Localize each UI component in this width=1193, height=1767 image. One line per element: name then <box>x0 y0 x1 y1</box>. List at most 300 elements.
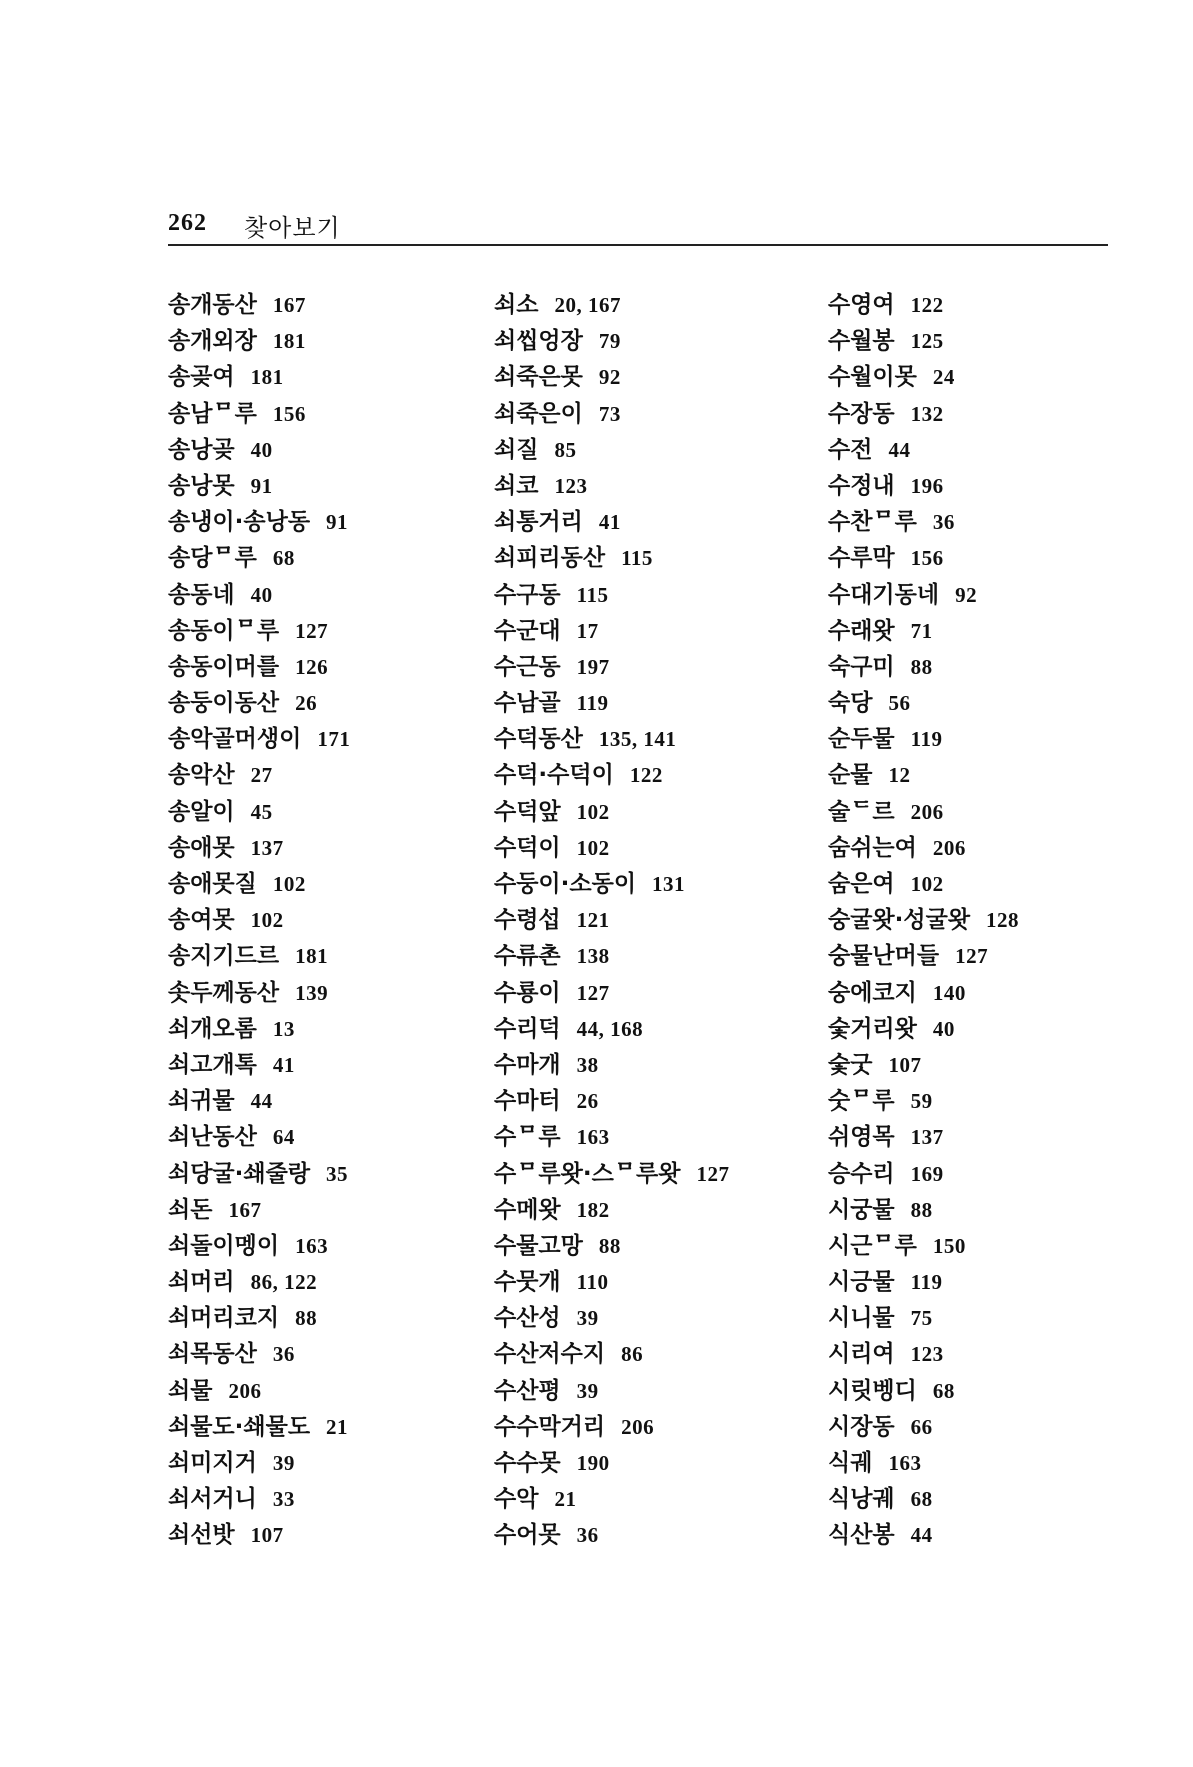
index-page-refs: 27 <box>250 763 273 788</box>
index-term: 수산저수지 <box>494 1341 606 1368</box>
index-entry <box>494 1156 834 1192</box>
page-number: 262 <box>168 210 207 236</box>
index-page-refs: 56 <box>888 691 911 716</box>
index-entry <box>168 1192 508 1228</box>
index-entry <box>168 721 508 757</box>
index-page-refs: 206 <box>910 799 944 824</box>
index-term: 수영여 <box>828 292 895 318</box>
index-entry <box>494 577 834 613</box>
index-term: 숯굿 <box>828 1051 873 1078</box>
index-term: 송악산 <box>168 762 235 789</box>
header-rule <box>168 244 1108 246</box>
index-entry <box>168 287 508 323</box>
index-term: 수덕이 <box>494 834 561 861</box>
index-term: 쇠죽은못 <box>494 364 583 391</box>
index-entry <box>828 1336 1168 1372</box>
index-term: 수어못 <box>494 1522 561 1549</box>
index-page-refs: 44 <box>250 1089 273 1114</box>
index-term: 송개동산 <box>168 292 257 318</box>
index-page-refs: 40 <box>250 582 273 607</box>
index-term: 수산성 <box>494 1305 561 1332</box>
index-term: 수류촌 <box>494 943 561 970</box>
index-entry <box>494 1228 834 1264</box>
index-term: 식낭궤 <box>828 1486 895 1513</box>
index-entry <box>494 938 834 974</box>
index-term: 송낭못 <box>168 472 235 499</box>
index-page-refs: 206 <box>228 1378 262 1403</box>
index-page-refs: 102 <box>250 908 284 933</box>
index-page-refs: 163 <box>888 1451 922 1475</box>
index-entry <box>494 1047 834 1083</box>
index-entry <box>168 1517 508 1553</box>
index-entry <box>494 1300 834 1336</box>
index-term: 숭에코지 <box>828 979 917 1006</box>
index-entry <box>828 1481 1168 1517</box>
index-term: 쇠코 <box>494 472 539 499</box>
index-entry <box>828 432 1168 468</box>
index-entry <box>494 866 834 902</box>
index-entry <box>494 685 834 721</box>
index-page-refs: 128 <box>986 908 1020 933</box>
index-entry <box>828 1445 1168 1481</box>
index-page-refs: 44 <box>910 1523 933 1548</box>
index-entry <box>828 396 1168 432</box>
index-term: 송지기드르 <box>168 943 280 970</box>
index-page-refs: 68 <box>272 546 295 571</box>
index-page-refs: 123 <box>910 1342 944 1367</box>
index-page-refs: 41 <box>272 1052 295 1077</box>
index-term: 수룡이 <box>494 979 561 1006</box>
index-page-refs: 197 <box>576 654 610 679</box>
index-entry <box>494 794 834 830</box>
index-entry <box>828 577 1168 613</box>
index-term: 순두물 <box>828 726 895 753</box>
index-entry <box>494 613 834 649</box>
index-entry <box>168 1481 508 1517</box>
index-term: 쇠머리 <box>168 1269 235 1296</box>
index-entry <box>168 649 508 685</box>
index-term: 쇠소 <box>494 292 539 318</box>
index-term: 수마터 <box>494 1088 561 1115</box>
index-page-refs: 91 <box>326 510 349 535</box>
index-page-refs: 135, 141 <box>598 727 677 752</box>
index-entry <box>828 649 1168 685</box>
index-entry <box>494 1409 834 1445</box>
index-entry <box>828 830 1168 866</box>
index-term: 쇠머리코지 <box>168 1305 280 1332</box>
index-term: 수수못 <box>494 1450 561 1476</box>
index-page-refs: 122 <box>629 763 663 788</box>
index-term: 송곶여 <box>168 364 235 391</box>
index-page-refs: 156 <box>272 401 306 426</box>
index-term: 쇠통거리 <box>494 509 583 536</box>
index-column-3 <box>828 287 1168 1554</box>
index-page-refs: 92 <box>598 365 621 390</box>
index-page-refs: 206 <box>932 835 966 860</box>
index-page-refs: 102 <box>272 872 306 896</box>
index-entry <box>828 359 1168 395</box>
index-term: 수령섭 <box>494 907 561 934</box>
index-entry <box>828 1517 1168 1553</box>
index-page-refs: 156 <box>910 546 944 571</box>
index-term: 시긍물 <box>828 1269 895 1296</box>
index-page-refs: 181 <box>250 365 284 390</box>
index-term: 솟두께동산 <box>168 979 280 1006</box>
index-page-refs: 68 <box>910 1487 933 1512</box>
index-term: 송여못 <box>168 907 235 934</box>
index-term: 수ᄆ루왓·스ᄆ루왓 <box>494 1160 681 1187</box>
index-entry <box>494 1083 834 1119</box>
index-term: 쇠질 <box>494 436 539 463</box>
index-page-refs: 88 <box>910 654 933 679</box>
index-term: 수메왓 <box>494 1196 561 1223</box>
index-term: 쇠물도·쇄물도 <box>168 1413 311 1440</box>
index-page-refs: 12 <box>888 763 911 788</box>
index-term: 수월봉 <box>828 328 895 355</box>
index-page-refs: 36 <box>932 510 955 535</box>
index-page-refs: 127 <box>696 1161 730 1186</box>
index-entry <box>828 757 1168 793</box>
index-entry <box>494 1011 834 1047</box>
index-page-refs: 122 <box>910 293 944 317</box>
index-term: 송낭곶 <box>168 436 235 463</box>
index-entry <box>494 432 834 468</box>
index-page-refs: 102 <box>576 835 610 860</box>
index-term: 시근ᄆ루 <box>828 1232 917 1259</box>
index-entry <box>168 1336 508 1372</box>
index-term: 수월이못 <box>828 364 917 391</box>
index-entry <box>494 649 834 685</box>
index-entry <box>828 1264 1168 1300</box>
index-page-refs: 181 <box>295 944 329 969</box>
index-term: 시리여 <box>828 1341 895 1368</box>
index-term: 수정내 <box>828 472 895 499</box>
index-term: 송악골머생이 <box>168 726 302 753</box>
index-term: 수악 <box>494 1486 539 1513</box>
index-term: 숭굴왓·성굴왓 <box>828 907 971 934</box>
index-term: 수남골 <box>494 690 561 717</box>
index-page-refs: 36 <box>576 1523 599 1548</box>
index-term: 시니물 <box>828 1305 895 1332</box>
index-term: 숙구미 <box>828 653 895 680</box>
index-term: 수구동 <box>494 581 561 608</box>
index-page-refs: 125 <box>910 329 944 354</box>
index-term: 송알이 <box>168 798 235 825</box>
index-page-refs: 35 <box>326 1161 349 1186</box>
index-term: 수전 <box>828 436 873 463</box>
index-term: 쇠죽은이 <box>494 400 583 427</box>
index-entry <box>168 1011 508 1047</box>
index-page-refs: 88 <box>295 1306 318 1331</box>
index-page-refs: 206 <box>621 1414 655 1439</box>
index-entry <box>168 1373 508 1409</box>
index-entry <box>168 757 508 793</box>
index-entry <box>168 359 508 395</box>
index-term: 송동네 <box>168 581 235 608</box>
index-entry <box>494 468 834 504</box>
index-entry <box>828 866 1168 902</box>
index-page-refs: 163 <box>295 1233 329 1258</box>
index-page-refs: 102 <box>576 799 610 824</box>
index-entry <box>494 1373 834 1409</box>
index-entry <box>168 323 508 359</box>
index-term: 쉬영목 <box>828 1124 895 1151</box>
index-page-refs: 131 <box>652 872 686 896</box>
index-page-refs: 38 <box>576 1052 599 1077</box>
index-page-refs: 88 <box>910 1197 933 1222</box>
index-entry <box>494 323 834 359</box>
index-term: 수ᄆ루 <box>494 1124 561 1151</box>
index-page-refs: 126 <box>295 654 329 679</box>
index-entry <box>168 432 508 468</box>
index-entry <box>168 902 508 938</box>
index-term: 숨쉬는여 <box>828 834 917 861</box>
index-page-refs: 36 <box>272 1342 295 1367</box>
index-term: 수군대 <box>494 617 561 644</box>
index-page-refs: 33 <box>272 1487 295 1512</box>
index-page-refs: 127 <box>295 618 329 643</box>
index-page-refs: 181 <box>272 329 306 354</box>
index-entry <box>168 975 508 1011</box>
index-page-refs: 71 <box>910 618 933 643</box>
index-entry <box>168 1156 508 1192</box>
index-page-refs: 13 <box>272 1016 295 1041</box>
index-page-refs: 127 <box>955 944 989 969</box>
index-page-refs: 39 <box>576 1378 599 1403</box>
index-entry <box>494 1517 834 1553</box>
index-term: 수뭇개 <box>494 1269 561 1296</box>
index-page-refs: 167 <box>272 293 306 317</box>
index-page-refs: 150 <box>932 1233 966 1258</box>
index-page-refs: 110 <box>576 1270 609 1295</box>
index-page-refs: 21 <box>326 1414 349 1439</box>
index-term: 시장동 <box>828 1413 895 1440</box>
index-entry <box>494 721 834 757</box>
index-entry <box>168 468 508 504</box>
index-entry <box>828 1156 1168 1192</box>
index-term: 쇠피리동산 <box>494 545 606 572</box>
index-entry <box>828 1300 1168 1336</box>
index-term: 수덕·수덕이 <box>494 762 614 789</box>
index-entry <box>828 1047 1168 1083</box>
index-term: 수루막 <box>828 545 895 572</box>
index-entry <box>494 396 834 432</box>
index-entry <box>168 866 508 902</box>
index-term: 수수막거리 <box>494 1413 606 1440</box>
index-page-refs: 102 <box>910 872 944 896</box>
index-page-refs: 39 <box>576 1306 599 1331</box>
index-page-refs: 115 <box>621 546 653 571</box>
index-entry <box>168 1083 508 1119</box>
index-page-refs: 75 <box>910 1306 933 1331</box>
index-entry <box>168 685 508 721</box>
index-page-refs: 127 <box>576 980 610 1005</box>
index-page-refs: 190 <box>576 1451 610 1475</box>
index-term: 송냉이·송낭동 <box>168 509 311 536</box>
index-page-refs: 140 <box>932 980 966 1005</box>
index-term: 쇠당굴·쇄줄랑 <box>168 1160 311 1187</box>
index-entry <box>168 1047 508 1083</box>
index-term: 수둥이·소동이 <box>494 871 637 897</box>
index-page-refs: 196 <box>910 473 944 498</box>
index-term: 수덕앞 <box>494 798 561 825</box>
index-term: 수래왓 <box>828 617 895 644</box>
index-term: 송둥이동산 <box>168 690 280 717</box>
index-entry <box>828 287 1168 323</box>
index-term: 쇠귀물 <box>168 1088 235 1115</box>
index-page-refs: 123 <box>554 473 588 498</box>
index-term: 송개외장 <box>168 328 257 355</box>
index-page-refs: 139 <box>295 980 329 1005</box>
index-term: 쇠씹엉장 <box>494 328 583 355</box>
index-entry <box>494 757 834 793</box>
index-page-refs: 68 <box>932 1378 955 1403</box>
index-entry <box>828 685 1168 721</box>
index-entry <box>828 1083 1168 1119</box>
index-term: 수리덕 <box>494 1015 561 1042</box>
index-entry <box>494 1481 834 1517</box>
index-page-refs: 41 <box>598 510 621 535</box>
index-term: 수근동 <box>494 653 561 680</box>
index-term: 시궁물 <box>828 1196 895 1223</box>
index-entry <box>168 577 508 613</box>
index-term: 송애못질 <box>168 871 257 897</box>
index-page-refs: 44, 168 <box>576 1016 644 1041</box>
index-entry <box>828 468 1168 504</box>
index-entry <box>494 830 834 866</box>
index-entry <box>168 504 508 540</box>
index-entry <box>828 1373 1168 1409</box>
index-page-refs: 119 <box>576 691 609 716</box>
running-title: 찾아보기 <box>244 214 341 242</box>
index-column-1 <box>168 287 508 1554</box>
index-entry <box>828 1119 1168 1155</box>
index-term: 쇠목동산 <box>168 1341 257 1368</box>
index-page-refs: 17 <box>576 618 599 643</box>
index-page-refs: 66 <box>910 1414 933 1439</box>
index-page-refs: 45 <box>250 799 273 824</box>
index-term: 순물 <box>828 762 873 789</box>
index-entry <box>494 1264 834 1300</box>
index-page-refs: 107 <box>250 1523 284 1548</box>
index-entry <box>494 975 834 1011</box>
index-page-refs: 119 <box>910 727 943 752</box>
index-page-refs: 24 <box>932 365 955 390</box>
index-page-refs: 137 <box>910 1125 944 1150</box>
index-entry <box>828 1409 1168 1445</box>
index-term: 송동이ᄆ루 <box>168 617 280 644</box>
index-page-refs: 73 <box>598 401 621 426</box>
index-entry <box>494 902 834 938</box>
index-page-refs: 26 <box>295 691 318 716</box>
index-entry <box>168 613 508 649</box>
index-term: 쇠난동산 <box>168 1124 257 1151</box>
index-entry <box>168 1264 508 1300</box>
index-page-refs: 163 <box>576 1125 610 1150</box>
index-page-refs: 169 <box>910 1161 944 1186</box>
index-page-refs: 171 <box>317 727 351 752</box>
index-page-refs: 88 <box>598 1233 621 1258</box>
index-term: 송동이머를 <box>168 653 280 680</box>
index-entry <box>494 1336 834 1372</box>
index-entry <box>828 613 1168 649</box>
index-term: 수산평 <box>494 1377 561 1404</box>
index-entry <box>168 794 508 830</box>
index-entry <box>828 323 1168 359</box>
index-term: 송당ᄆ루 <box>168 545 257 572</box>
index-entry <box>494 287 834 323</box>
index-term: 수덕동산 <box>494 726 583 753</box>
index-entry <box>168 1409 508 1445</box>
index-page-refs: 86 <box>621 1342 644 1367</box>
index-entry <box>828 975 1168 1011</box>
index-term: 식궤 <box>828 1450 873 1476</box>
index-term: 시릿벵디 <box>828 1377 917 1404</box>
index-page-refs: 91 <box>250 473 273 498</box>
index-page-refs: 107 <box>888 1052 922 1077</box>
index-term: 수장동 <box>828 400 895 427</box>
index-entry <box>494 359 834 395</box>
index-entry <box>828 1228 1168 1264</box>
index-term: 수찬ᄆ루 <box>828 509 917 536</box>
index-entry <box>494 1192 834 1228</box>
index-term: 승수리 <box>828 1160 895 1187</box>
index-page-refs: 138 <box>576 944 610 969</box>
index-entry <box>168 1445 508 1481</box>
index-page-refs: 59 <box>910 1089 933 1114</box>
index-entry <box>168 1119 508 1155</box>
index-term: 식산봉 <box>828 1522 895 1549</box>
index-term: 숯거리왓 <box>828 1015 917 1042</box>
index-term: 숨은여 <box>828 871 895 897</box>
index-entry <box>828 721 1168 757</box>
index-entry <box>494 1445 834 1481</box>
index-entry <box>828 938 1168 974</box>
index-page-refs: 26 <box>576 1089 599 1114</box>
index-entry <box>828 902 1168 938</box>
index-entry <box>828 504 1168 540</box>
index-entry <box>828 1192 1168 1228</box>
index-term: 수마개 <box>494 1051 561 1078</box>
index-term: 숙당 <box>828 690 873 717</box>
index-column-2 <box>494 287 834 1554</box>
index-entry <box>494 504 834 540</box>
index-entry <box>494 540 834 576</box>
index-page-refs: 85 <box>554 437 577 462</box>
index-term: 송남ᄆ루 <box>168 400 257 427</box>
index-page-refs: 64 <box>272 1125 295 1150</box>
index-entry <box>168 1228 508 1264</box>
index-page-refs: 167 <box>228 1197 262 1222</box>
index-term: 쇠서거니 <box>168 1486 257 1513</box>
index-term: 쇠돌이멩이 <box>168 1232 280 1259</box>
index-page-refs: 40 <box>250 437 273 462</box>
index-term: 쇠선밧 <box>168 1522 235 1549</box>
index-page-refs: 121 <box>576 908 610 933</box>
index-entry <box>168 938 508 974</box>
page-header <box>168 206 1108 246</box>
index-page-refs: 21 <box>554 1487 577 1512</box>
index-entry <box>168 1300 508 1336</box>
index-entry <box>168 540 508 576</box>
index-term: 쇠물 <box>168 1377 213 1404</box>
index-term: 쇠돈 <box>168 1196 213 1223</box>
index-entry <box>168 830 508 866</box>
index-term: 쇠고개톡 <box>168 1051 257 1078</box>
index-term: 술ᄃ르 <box>828 798 895 825</box>
index-entry <box>828 540 1168 576</box>
index-page-refs: 86, 122 <box>250 1270 318 1295</box>
